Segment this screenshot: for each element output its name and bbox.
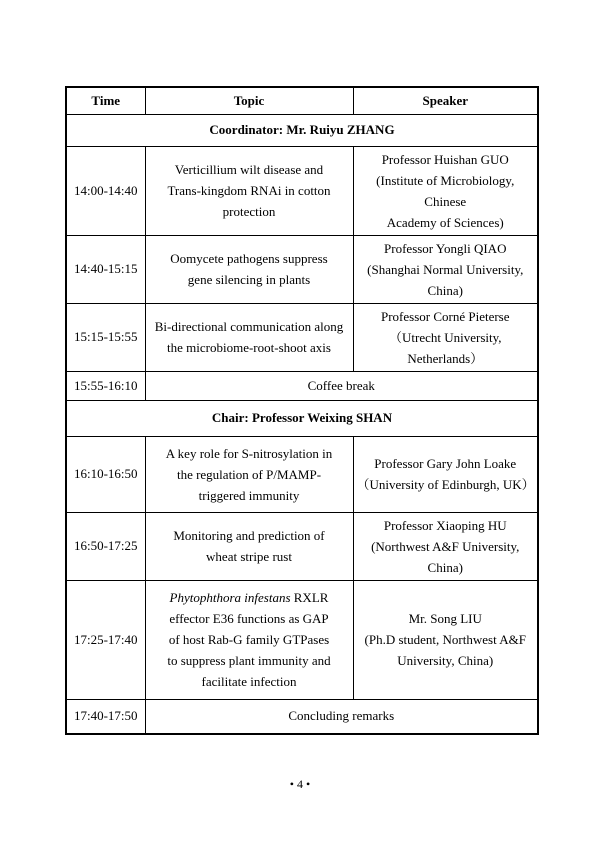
column-header-topic: Topic (145, 87, 353, 114)
text-line: Trans-kingdom RNAi in cotton (167, 183, 331, 198)
text-line: Professor Xiaoping HU (383, 517, 507, 533)
time-cell: 15:55-16:10 (66, 371, 145, 400)
text-line: (Institute of Microbiology, Chinese (376, 172, 515, 209)
coordinator-label: Coordinator: Mr. Ruiyu ZHANG (66, 114, 538, 146)
time-cell: 16:10-16:50 (66, 436, 145, 512)
species-name-italic: Phytophthora infestans (169, 590, 291, 605)
text-line: Professor Gary John Loake (374, 456, 517, 471)
text-line (149, 587, 350, 608)
text-line: Oomycete pathogens suppress (170, 251, 328, 266)
text-line: triggered immunity (198, 487, 300, 503)
chair-label: Chair: Professor Weixing SHAN (66, 400, 538, 436)
topic-cell (145, 303, 353, 371)
text-line: the microbiome-root-shoot axis (167, 340, 331, 355)
schedule-table (65, 86, 539, 735)
text-line: Verticillium wilt disease and (174, 162, 324, 177)
table-row (66, 235, 538, 303)
text-line: wheat stripe rust (206, 549, 292, 564)
time-cell: 14:40-15:15 (66, 235, 145, 303)
coffee-break-label: Coffee break (145, 371, 538, 400)
concluding-row (66, 699, 538, 734)
text-line: to suppress plant immunity and (167, 653, 331, 668)
speaker-cell (353, 436, 538, 512)
speaker-cell (353, 235, 538, 303)
header-row (66, 87, 538, 114)
table-row (66, 303, 538, 371)
text-line: gene silencing in plants (187, 272, 311, 287)
text-line: University, China) (397, 653, 494, 668)
time-cell: 17:40-17:50 (66, 699, 145, 734)
time-cell: 14:00-14:40 (66, 146, 145, 235)
text-line: effector E36 functions as GAP (169, 611, 329, 626)
text-line: A key role for S-nitrosylation in (165, 445, 333, 461)
time-cell: 17:25-17:40 (66, 580, 145, 699)
speaker-cell (353, 512, 538, 580)
column-header-time: Time (66, 87, 145, 114)
text-line: （Utrecht University, Netherlands） (388, 329, 502, 366)
text-line: Professor Corné Pieterse (380, 308, 510, 324)
text-line: Academy of Sciences) (386, 214, 504, 230)
column-header-speaker: Speaker (353, 87, 538, 114)
text-line: of host Rab-G family GTPases (168, 632, 330, 647)
text-line: (Ph.D student, Northwest A&F (364, 632, 526, 647)
text-line: facilitate infection (201, 674, 297, 689)
speaker-cell (353, 303, 538, 371)
speaker-cell (353, 146, 538, 235)
table-row (66, 436, 538, 512)
text-line: (Northwest A&F University, China) (371, 538, 520, 575)
table-row (66, 146, 538, 235)
topic-cell (145, 512, 353, 580)
page-number: • 4 • (289, 777, 311, 791)
text-line: Professor Huishan GUO (381, 151, 509, 167)
table-row (66, 512, 538, 580)
topic-cell (145, 235, 353, 303)
topic-cell (145, 580, 353, 699)
concluding-label: Concluding remarks (145, 699, 538, 734)
text-line-rest: RXLR (290, 590, 329, 605)
topic-cell (145, 436, 353, 512)
section-row-coordinator (66, 114, 538, 146)
coffee-break-row (66, 371, 538, 400)
time-cell: 16:50-17:25 (66, 512, 145, 580)
text-line: Bi-directional communication along (154, 319, 344, 334)
text-line: Professor Yongli QIAO (384, 240, 507, 256)
time-cell: 15:15-15:55 (66, 303, 145, 371)
text-line: (Shanghai Normal University, China) (367, 261, 524, 298)
text-line: （University of Edinburgh, UK） (356, 477, 535, 492)
text-line: protection (222, 204, 276, 219)
speaker-cell (353, 580, 538, 699)
section-row-chair (66, 400, 538, 436)
text-line: Monitoring and prediction of (173, 528, 325, 543)
text-line: Mr. Song LIU (408, 611, 482, 626)
text-line: the regulation of P/MAMP- (176, 466, 322, 482)
topic-cell (145, 146, 353, 235)
table-row (66, 580, 538, 699)
